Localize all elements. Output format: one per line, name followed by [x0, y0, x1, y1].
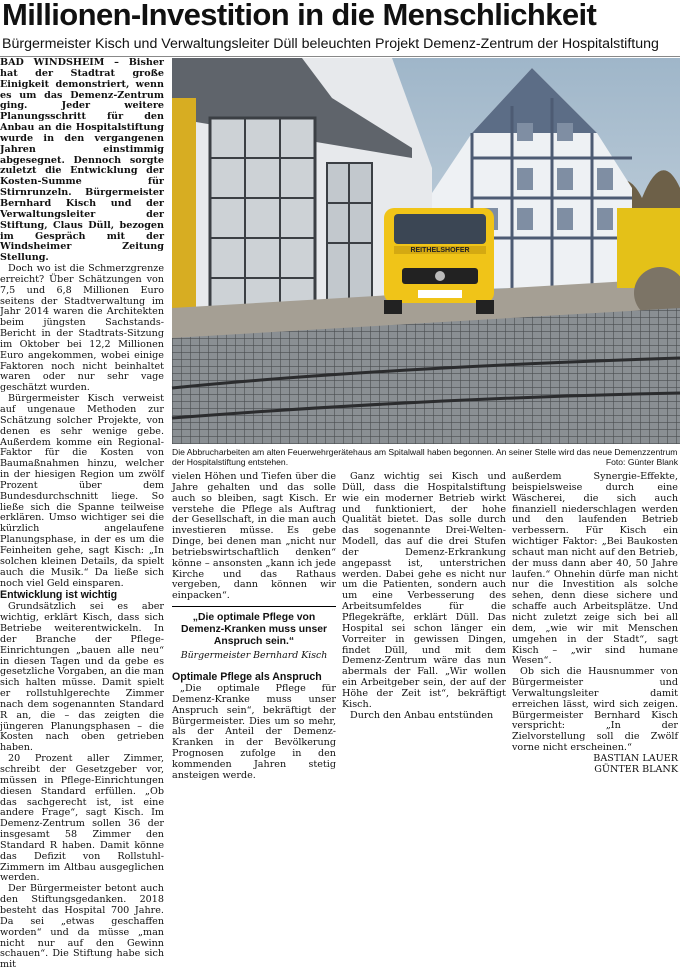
body-paragraph: Ob sich die Hausnummer von Bürgermeister und Verwaltungsleiter damit erreichen lässt, wird sich zeigen. Bürgermeister Bernhard Kisch verspricht: „In der Zielvorstellung soll die Zwölf vorne nicht erscheinen.“	[512, 666, 678, 754]
van-illustration	[384, 208, 494, 314]
quote-source: Bürgermeister Bernhard Kisch	[180, 650, 328, 662]
article-column-2	[172, 471, 336, 781]
body-paragraph: Ganz wichtig sei Kisch und Düll, dass die Hospitalstiftung wie ein moderner Betrieb wirkt und funktioniert, der hohe Qualität bietet. Das solle durch das sogenannte Drei-Welten-Modell, das auf die drei Stufen der Demenz-Erkrankung angepasst ist, unterstrichen werden. Dabei gehe es nicht nur um die Patienten, sondern auch um eine Verbesserung des Arbeitsumfeldes für die Pflegekräfte, erklärt Düll. Das Hospital sei schon länger ein Vorreiter in gewissen Dingen, findet Düll, und mit dem Demenz-Zentrum wäre das nun abermals der Fall. „Wir wollen ein Arbeitgeber sein, der auf der Höhe der Zeit ist“, bekräftigt Kisch.	[342, 471, 506, 710]
section-subhead: Entwicklung ist wichtig	[0, 589, 118, 602]
body-paragraph: Doch wo ist die Schmerzgrenze erreicht? Über Schätzungen von 7,5 und 6,8 Millionen Euro seitens der Stadtverwaltung im Jahr 2014 waren die Architekten beim jüngsten Sachstands-Bericht in der Stadtrats-Sitzung im Oktober bei 12,2 Millionen Euro angekommen, wobei einige Faktoren noch nicht beinhaltet waren oder nur sehr vage geschätzt wurden.	[0, 263, 164, 394]
photo-caption	[172, 447, 678, 467]
quote-text: „Die optimale Pflege von Demenz-Kranken muss unser Anspruch sein.“	[180, 612, 328, 648]
article-column-4	[512, 471, 678, 775]
body-paragraph: Bürgermeister Kisch verweist auf ungenaue Methoden zur Schätzung solcher Projekte, von denen es sehr wenige gebe. Außerdem komme ein Regional-Faktor für die Kosten von Baumaßnahmen hinzu, welcher in der hiesigen Region um zwölf Prozent über dem Bundesdurchschnitt liege. So ließe sich die Spanne teilweise erklären. Umso wichtiger sei die kürzlich angelaufene Planungsphase, in der es um die Feinheiten gehe, sagt Kisch: „In solchen kleinen Details, da spielt auch die Musik.“ Da ließe sich noch viel Geld einsparen.	[0, 393, 164, 589]
headline: Millionen-Investition in die Menschlichkeit	[2, 0, 597, 32]
subheadline: Bürgermeister Kisch und Verwaltungsleiter Düll beleuchten Projekt Demenz-Zentrum der Hospitalstiftung	[2, 36, 659, 52]
body-paragraph: vielen Höhen und Tiefen über die Jahre gehalten und das solle auch so bleiben, sagt Kisch. Er verstehe die Pflege als Auftrag der Gesellschaft, in die man auch investieren müsse. Es gebe Dinge, bei denen man „nicht nur betriebswirtschaftlich denken“ könne – ansonsten „kann ich jede Kirche und das Rathaus vergeben, dann können wir einpacken“.	[172, 471, 336, 602]
article-photo	[172, 58, 680, 444]
body-paragraph: „Die optimale Pflege für Demenz-Kranke muss unser Anspruch sein“, bekräftigt der Bürgermeister. Dies um so mehr, als der Anteil der Demenz-Kranken in der Bevölkerung Prognosen zufolge in den kommenden Jahren stetig ansteigen werde.	[172, 682, 336, 781]
section-subhead: Optimale Pflege als Anspruch	[172, 670, 322, 683]
caption-text: Die Abbrucharbeiten am alten Feuerwehrgerätehaus am Spitalwall haben begonnen. An seiner Stelle wird das neue Demenzzentrum der Hospitalstiftung entstehen.	[172, 447, 678, 467]
author-2: GÜNTER BLANK	[594, 763, 678, 775]
body-paragraph: 20 Prozent aller Zimmer, schreibt der Gesetzgeber vor, müssen in Pflege-Einrichtungen diesen Standard erfüllen. „Ob das sachgerecht ist, ist eine andere Frage“, sagt Kisch. Im Demenz-Zentrum sollen 36 der insgesamt 58 Zimmer den Standard R haben. Damit könne das Defizit von Rollstuhl-Zimmern im Altbau ausgeglichen werden.	[0, 753, 164, 884]
lead-paragraph: BAD WINDSHEIM – Bisher hat der Stadtrat große Einigkeit demonstriert, wenn es um das Demenz-Zentrum ging. Jeder weitere Planungsschritt für den Anbau an die Hospitalstiftung wurde in den vergangenen Jahren einstimmig abgesegnet. Dennoch sorgte zuletzt die Entwicklung der Kosten-Summe für Stirnrunzeln. Bürgermeister Bernhard Kisch und der Verwaltungsleiter der Stiftung, Claus Düll, bezogen im Gespräch mit der Windsheimer Zeitung Stellung.	[0, 57, 164, 264]
author-1: BASTIAN LAUER	[593, 752, 678, 764]
svg-text:REITHELSHOFER: REITHELSHOFER	[410, 247, 470, 254]
body-paragraph: außerdem Synergie-Effekte, beispielsweise durch eine Wäscherei, die sich auch finanziell niederschlagen werden und den laufenden Betrieb verbessern. Für Kisch ein wichtiger Faktor: „Bei Baukosten schaut man nicht auf den Betrieb, der muss dann aber 40, 50 Jahre laufen.“ Ohnehin dürfe man nicht nur die Investition als solche sehen, denn diese sichere und schaffe auch Arbeitsplätze. Und nicht zuletzt zeige sich bei all dem, „wie wir mit Menschen umgehen in der Stadt“, sagt Kisch – „wir sind humane Wesen“.	[512, 471, 678, 667]
body-paragraph: Grundsätzlich sei es aber wichtig, erklärt Kisch, dass sich Betriebe weiterentwickeln. In der Branche der Pflege-Einrichtungen „bauen alle neu“ in diesen Tagen und da gebe es gesetzliche Vorgaben, an die man sich halten müsse. Damit spielt er rollstuhlgerechte Zimmer nach dem sogenannten Standard R an, die – das zeigten die jüngeren Planungsphasen – die Kosten nach oben getrieben haben.	[0, 601, 164, 754]
pull-quote	[172, 606, 336, 665]
photo-credit: Foto: Günter Blank	[605, 457, 678, 467]
article-column-1	[0, 57, 164, 971]
body-paragraph: Der Bürgermeister betont auch den Stiftungsgedanken. 2018 besteht das Hospital 700 Jahre. Da sei „etwas geschaffen worden“ und da müsse „man nicht nur auf den Gewinn schauen“. Die Stiftung habe sich mit	[0, 883, 164, 971]
photo-illustration	[172, 58, 680, 444]
article-column-3	[342, 471, 506, 721]
body-paragraph: Durch den Anbau entstünden	[350, 709, 494, 721]
